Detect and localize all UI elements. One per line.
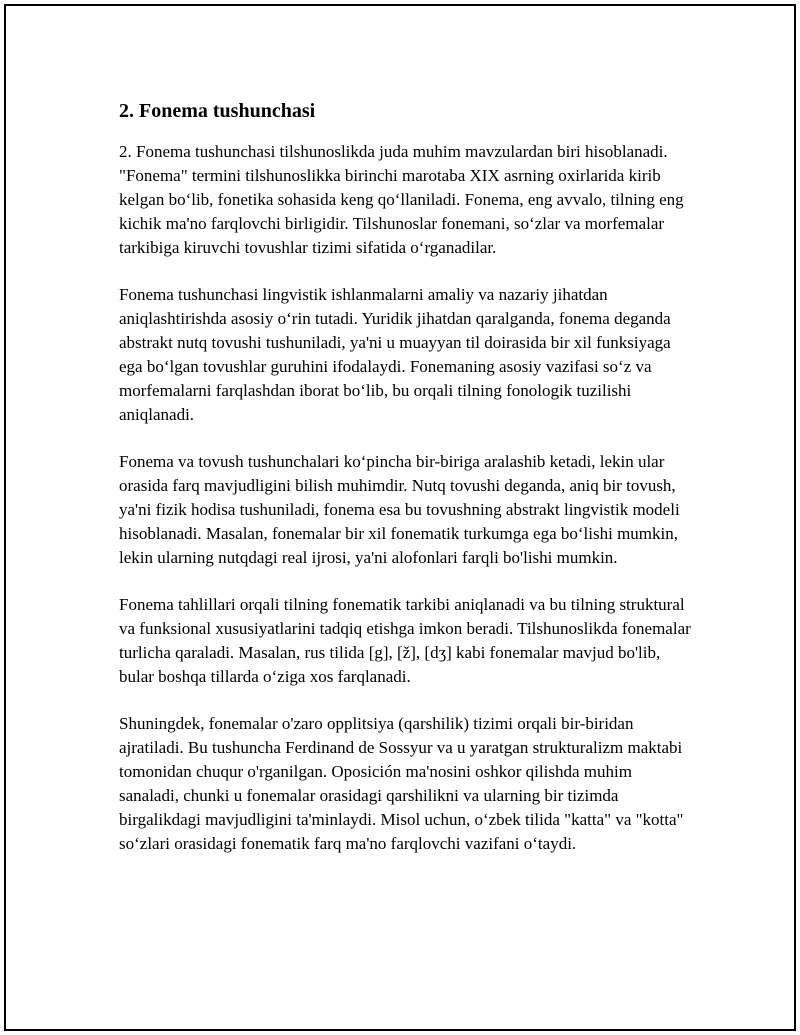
section-heading: 2. Fonema tushunchasi bbox=[119, 100, 316, 122]
paragraph-1: 2. Fonema tushunchasi tilshunoslikda juda muhim mavzulardan biri hisoblanadi. "Fonema" termini tilshunoslikka birinchi marotaba XIX asrning oxirlarida kirib kelgan bo‘lib, fonetika sohasida keng qo‘llaniladi. Fonema, eng avvalo, tilning eng kichik ma'no farqlovchi birligidir. Tilshunoslar fonemani, so‘zlar va morfemalar tarkibiga kiruvchi tovushlar tizimi sifatida o‘rganadilar. bbox=[119, 142, 684, 257]
paragraph-3: Fonema va tovush tushunchalari ko‘pincha bir-biriga aralashib ketadi, lekin ular orasida farq mavjudligini bilish muhimdir. Nutq tovushi deganda, aniq bir tovush, ya'ni fizik hodisa tushuniladi, fonema esa bu tovushning abstrakt lingvistik modeli hisoblanadi. Masalan, fonemalar bir xil fonematik turkumga ega bo‘lishi mumkin, lekin ularning nutqdagi real ijrosi, ya'ni alofonlari farqli bo'lishi mumkin. bbox=[119, 452, 680, 567]
paragraph-5: Shuningdek, fonemalar o'zaro opplitsiya (qarshilik) tizimi orqali bir-biridan ajratiladi. Bu tushuncha Ferdinand de Sossyur va u yaratgan strukturalizm maktabi tomonidan chuqur o'rganilgan. Oposición ma'nosini oshkor qilishda muhim sanaladi, chunki u fonemalar orasidagi qarshilikni va ularning bir tizimda birgalikdagi mavjudligini ta'minlaydi. Misol uchun, o‘zbek tilida "katta" va "kotta" so‘zlari orasidagi fonematik farq ma'no farqlovchi vazifani o‘taydi. bbox=[119, 714, 684, 853]
document-body bbox=[119, 98, 691, 879]
paragraph-4: Fonema tahlillari orqali tilning fonematik tarkibi aniqlanadi va bu tilning struktural va funksional xususiyatlarini tadqiq etishga imkon beradi. Tilshunoslikda fonemalar turlicha qaraladi. Masalan, rus tilida [g], [ž], [dʒ] kabi fonemalar mavjud bo'lib, bular boshqa tillarda o‘ziga xos farqlanadi. bbox=[119, 595, 691, 686]
document-page bbox=[4, 4, 796, 1031]
paragraph-2: Fonema tushunchasi lingvistik ishlanmalarni amaliy va nazariy jihatdan aniqlashtirishda asosiy o‘rin tutadi. Yuridik jihatdan qaralganda, fonema deganda abstrakt nutq tovushi tushuniladi, ya'ni u muayyan til doirasida bir xil funksiyaga ega bo‘lgan tovushlar guruhini ifodalaydi. Fonemaning asosiy vazifasi so‘z va morfemalarni farqlashdan iborat bo‘lib, bu orqali tilning fonologik tuzilishi aniqlanadi. bbox=[119, 285, 671, 424]
